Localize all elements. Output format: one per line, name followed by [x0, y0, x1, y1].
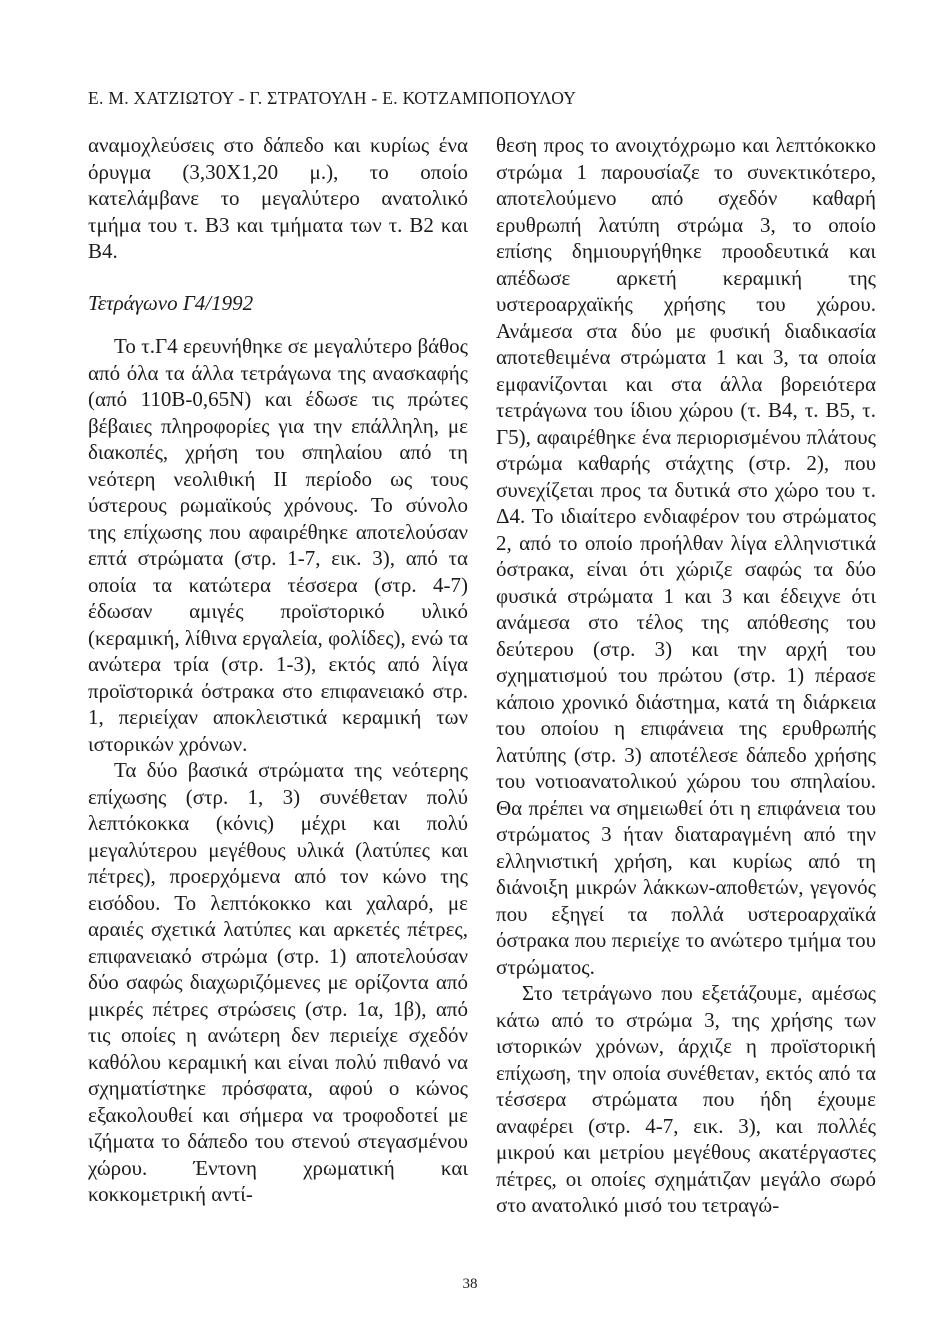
left-paragraph-2: Το τ.Γ4 ερευνήθηκε σε μεγαλύτερο βάθος από όλα τα άλλα τετράγωνα της ανασκαφής (από 110Β-0,65Ν) και έδωσε τις πρώτες βέβαιες πληροφορίες για την επάλληλη, με διακοπές, χρήση του σπηλαίου από τη νεότερη νεολιθική ΙΙ περίοδο ως τους ύστερους ρωμαϊκούς χρόνους. Το σύνολο της επίχωσης που αφαιρέθηκε αποτελούσαν επτά στρώματα (στρ. 1-7, εικ. 3), από τα οποία τα κατώτερα τέσσερα (στρ. 4-7) έδωσαν αμιγές προϊστορικό υλικό (κεραμική, λίθινα εργαλεία, φολίδες), ενώ τα ανώτερα τρία (στρ. 1-3), εκτός από λίγα προϊστορικά όστρακα στο επιφανειακό στρ. 1, περιείχαν αποκλειστικά κεραμική των ιστορικών χρόνων. — [88, 334, 468, 756]
page-number: 38 — [462, 1276, 478, 1292]
right-column — [496, 132, 876, 1219]
section-heading: Τετράγωνο Γ4/1992 — [88, 290, 254, 315]
left-paragraph-1: αναμοχλεύσεις στο δάπεδο και κυρίως ένα όρυγμα (3,30Χ1,20 μ.), το οποίο κατελάμβανε το μεγαλύτερο ανατολικό τμήμα του τ. Β3 και τμήματα των τ. Β2 και Β4. — [88, 133, 468, 263]
left-column — [88, 132, 468, 1208]
right-paragraph-2: Στο τετράγωνο που εξετάζουμε, αμέσως κάτω από το στρώμα 3, της χρήσης των ιστορικών χρόνων, άρχιζε η προϊστορική επίχωση, την οποία συνέθεταν, εκτός από τα τέσσερα στρώματα που ήδη έχουμε αναφέρει (στρ. 4-7, εικ. 3), και πολλές μικρού και μετρίου μεγέθους ακατέργαστες πέτρες, οι οποίες σχημάτιζαν μεγάλο σωρό στο ανατολικό μισό του τετραγώ- — [496, 981, 876, 1217]
left-paragraph-3: Τα δύο βασικά στρώματα της νεότερης επίχωσης (στρ. 1, 3) συνέθεταν πολύ λεπτόκοκκα (κόνις) μέχρι και πολύ μεγαλύτερου μεγέθους υλικά (λατύπες και πέτρες), προερχόμενα από τον κώνο της εισόδου. Το λεπτόκοκκο και χαλαρό, με αραιές σχετικά λατύπες και αρκετές πέτρες, επιφανειακό στρώμα (στρ. 1) αποτελούσαν δύο σαφώς διαχωριζόμενες με ορίζοντα από μικρές πέτρες στρώσεις (στρ. 1α, 1β), από τις οποίες η ανώτερη δεν περιείχε σχεδόν καθόλου κεραμική και είναι πολύ πιθανό να σχηματίστηκε πρόσφατα, αφού ο κώνος εξακολουθεί και σήμερα να τροφοδοτεί με ιζήματα το δάπεδο του στενού στεγασμένου χώρου. Έντονη χρωματική και κοκκομετρική αντί- — [88, 758, 468, 1206]
running-head: Ε. Μ. ΧΑΤΖΙΩΤΟΥ - Γ. ΣΤΡΑΤΟΥΛΗ - Ε. ΚΟΤΖΑΜΠΟΠΟΥΛΟΥ — [88, 88, 577, 108]
right-paragraph-1: θεση προς το ανοιχτόχρωμο και λεπτόκοκκο στρώμα 1 παρουσίαζε το συνεκτικότερο, αποτελούμενο από σχεδόν καθαρή ερυθρωπή λατύπη στρώμα 3, το οποίο επίσης δημιουργήθηκε προοδευτικά και απέδωσε αρκετή κεραμική της υστεροαρχαϊκής χρήσης του χώρου. Ανάμεσα στα δύο με φυσική διαδικασία αποτεθειμένα στρώματα 1 και 3, τα οποία εμφανίζονται και στα άλλα βορειότερα τετράγωνα του ίδιου χώρου (τ. Β4, τ. Β5, τ. Γ5), αφαιρέθηκε ένα περιορισμένου πλάτους στρώμα καθαρής στάχτης (στρ. 2), που συνεχίζεται προς τα δυτικά στο χώρο του τ. Δ4. Το ιδιαίτερο ενδιαφέρον του στρώματος 2, από το οποίο προήλθαν λίγα ελληνιστικά όστρακα, είναι ότι χώριζε σαφώς τα δύο φυσικά στρώματα 1 και 3 και έδειχνε ότι ανάμεσα στο τέλος της απόθεσης του δεύτερου (στρ. 3) και την αρχή του σχηματισμού του πρώτου (στρ. 1) πέρασε κάποιο χρονικό διάστημα, κατά τη διάρκεια του οποίου η επιφάνεια της ερυθρωπής λατύπης (στρ. 3) αποτέλεσε δάπεδο χρήσης του νοτιοανατολικού χώρου του σπηλαίου. Θα πρέπει να σημειωθεί ότι η επιφάνεια του στρώματος 3 ήταν διαταραγμένη από την ελληνιστική χρήση, και κυρίως από τη διάνοιξη μικρών λάκκων-αποθετών, γεγονός που εξηγεί τα πολλά υστεροαρχαϊκά όστρακα που περιείχε το ανώτερο τμήμα του στρώματος. — [496, 133, 876, 979]
